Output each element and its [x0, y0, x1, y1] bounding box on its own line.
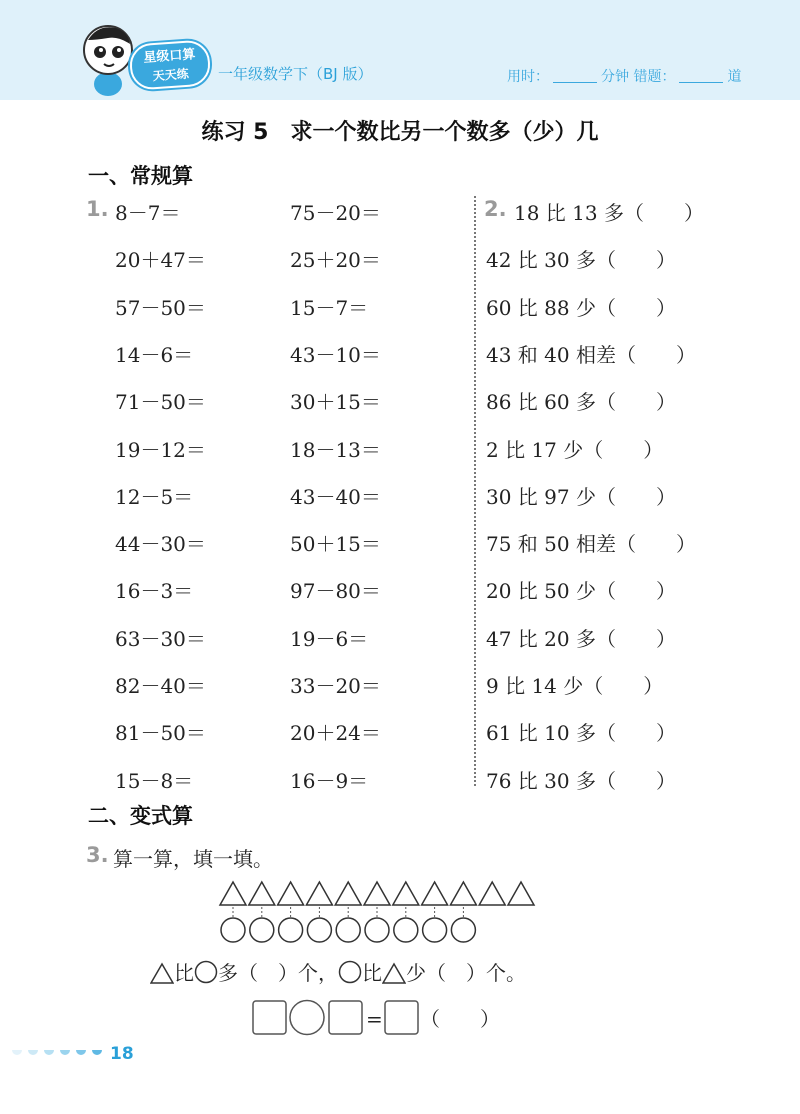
answer-paren[interactable]: （ ） [623, 201, 704, 225]
comparison-text: 20 比 50 少 [486, 579, 596, 604]
comparison-text: 76 比 30 多 [486, 768, 596, 793]
comparison-text: 18 比 13 多 [514, 201, 624, 225]
arithmetic-problem[interactable]: 63－30＝ [115, 626, 206, 651]
circle-shape [336, 918, 360, 942]
triangle-shape [393, 882, 419, 905]
time-unit: 分钟 [601, 69, 629, 85]
triangle-shape [278, 882, 304, 905]
arithmetic-problem[interactable]: 16－3＝ [115, 579, 194, 604]
arithmetic-problem[interactable]: 43－40＝ [290, 484, 381, 509]
arithmetic-problem[interactable]: 18－13＝ [290, 437, 381, 462]
q3-instruction: 算一算，填一填。 [113, 847, 273, 871]
question-number-1: 1. [86, 197, 109, 221]
question-number-3: 3. [86, 843, 109, 867]
arithmetic-problem[interactable]: 19－6＝ [290, 626, 369, 651]
unit-paren[interactable]: （ ） [420, 1007, 500, 1031]
triangle-shape [450, 882, 476, 905]
comparison-text: 9 比 14 少 [486, 674, 584, 698]
comparison-text: 43 和 40 相差 [486, 342, 616, 367]
triangle-shape [422, 882, 448, 905]
answer-box[interactable] [329, 1001, 362, 1034]
answer-paren[interactable]: （ ） [583, 437, 664, 462]
comparison-text: 42 比 30 多 [486, 248, 596, 273]
book-title: 一年级数学下（BJ 版） [218, 65, 373, 83]
arithmetic-problem[interactable]: 20＋47＝ [115, 248, 206, 273]
page-title: 练习 5 求一个数比另一个数多（少）几 [201, 120, 599, 145]
section-heading-variant: 二、变式算 [88, 804, 193, 828]
arithmetic-problem[interactable]: 82－40＝ [115, 674, 206, 698]
arithmetic-problem[interactable]: 81－50＝ [115, 721, 206, 746]
circle-shape [423, 918, 447, 942]
comparison-text: 61 比 10 多 [486, 721, 596, 746]
logo-text-line1: 星级口算 [142, 47, 196, 66]
comparison-text: 2 比 17 少 [486, 437, 584, 462]
arithmetic-problem[interactable]: 8－7＝ [115, 201, 181, 225]
answer-paren[interactable]: （ ） [615, 532, 696, 557]
triangle-shape [364, 882, 390, 905]
arithmetic-problem[interactable]: 71－50＝ [115, 390, 206, 415]
circle-shape [250, 918, 274, 942]
triangle-shape [479, 882, 505, 905]
arithmetic-problem[interactable]: 50＋15＝ [290, 532, 381, 557]
answer-paren[interactable]: （ ） [595, 390, 676, 415]
comparison-text: 60 比 88 少 [486, 295, 596, 320]
time-label: 用时： [507, 69, 549, 85]
footer-dots-decoration [10, 1046, 108, 1062]
section-heading-regular: 一、常规算 [88, 164, 193, 188]
arithmetic-problem[interactable]: 33－20＝ [290, 674, 381, 698]
page-number: 18 [110, 1044, 134, 1064]
arithmetic-problem[interactable]: 15－7＝ [290, 295, 369, 320]
logo-text-line2: 天天练 [152, 66, 190, 84]
answer-paren[interactable]: （ ） [595, 626, 676, 651]
triangle-shape [249, 882, 275, 905]
circle-icon [194, 960, 218, 984]
arithmetic-problem[interactable]: 43－10＝ [290, 342, 381, 367]
comparison-text: 86 比 60 多 [486, 390, 596, 415]
comparison-text: 47 比 20 多 [486, 626, 596, 651]
q3-sentence [150, 957, 526, 986]
q3-sentence-part1: 比 [174, 961, 194, 985]
equals-sign: = [366, 1007, 383, 1031]
circle-shape [365, 918, 389, 942]
arithmetic-problem[interactable]: 20＋24＝ [290, 721, 381, 746]
triangle-shape [335, 882, 361, 905]
q3-sentence-part2[interactable]: 多（ ）个， [218, 961, 338, 985]
q3-sentence-part4[interactable]: 少（ ）个。 [406, 961, 526, 985]
arithmetic-problem[interactable]: 14－6＝ [115, 342, 194, 367]
answer-paren[interactable]: （ ） [595, 295, 676, 320]
arithmetic-problem[interactable]: 16－9＝ [290, 768, 369, 793]
arithmetic-problem[interactable]: 97－80＝ [290, 579, 381, 604]
triangle-shape [306, 882, 332, 905]
circle-icon [338, 960, 362, 984]
triangle-shape [508, 882, 534, 905]
answer-paren[interactable]: （ ） [595, 768, 676, 793]
answer-paren[interactable]: （ ） [583, 674, 664, 698]
answer-paren[interactable]: （ ） [595, 484, 676, 509]
arithmetic-problem[interactable]: 30＋15＝ [290, 390, 381, 415]
q3-equation [250, 998, 500, 1038]
comparison-text: 75 和 50 相差 [486, 532, 616, 557]
arithmetic-problem[interactable]: 44－30＝ [115, 532, 206, 557]
triangle-shape [220, 882, 246, 905]
circle-shape [394, 918, 418, 942]
arithmetic-problem[interactable]: 19－12＝ [115, 437, 206, 462]
answer-paren[interactable]: （ ） [595, 721, 676, 746]
question-number-2: 2. [484, 197, 507, 221]
error-label: 错题： [633, 69, 676, 85]
arithmetic-problem[interactable]: 25＋20＝ [290, 248, 381, 273]
error-unit: 道 [727, 69, 742, 85]
arithmetic-problem[interactable]: 15－8＝ [115, 768, 194, 793]
arithmetic-problem[interactable]: 75－20＝ [290, 201, 381, 225]
answer-box[interactable] [253, 1001, 286, 1034]
arithmetic-problem[interactable]: 12－5＝ [115, 484, 194, 509]
arithmetic-problem[interactable]: 57－50＝ [115, 295, 206, 320]
answer-paren[interactable]: （ ） [595, 579, 676, 604]
circle-shape [279, 918, 303, 942]
circle-shape [307, 918, 331, 942]
circle-shape [221, 918, 245, 942]
q3-sentence-part3: 比 [362, 961, 382, 985]
circle-shape [451, 918, 475, 942]
triangle-icon [382, 962, 406, 984]
operator-circle[interactable] [290, 1001, 324, 1035]
triangle-icon [150, 962, 174, 984]
answer-paren[interactable]: （ ） [595, 248, 676, 273]
comparison-text: 30 比 97 少 [486, 484, 596, 509]
answer-paren[interactable]: （ ） [615, 342, 696, 367]
answer-box[interactable] [385, 1001, 418, 1034]
